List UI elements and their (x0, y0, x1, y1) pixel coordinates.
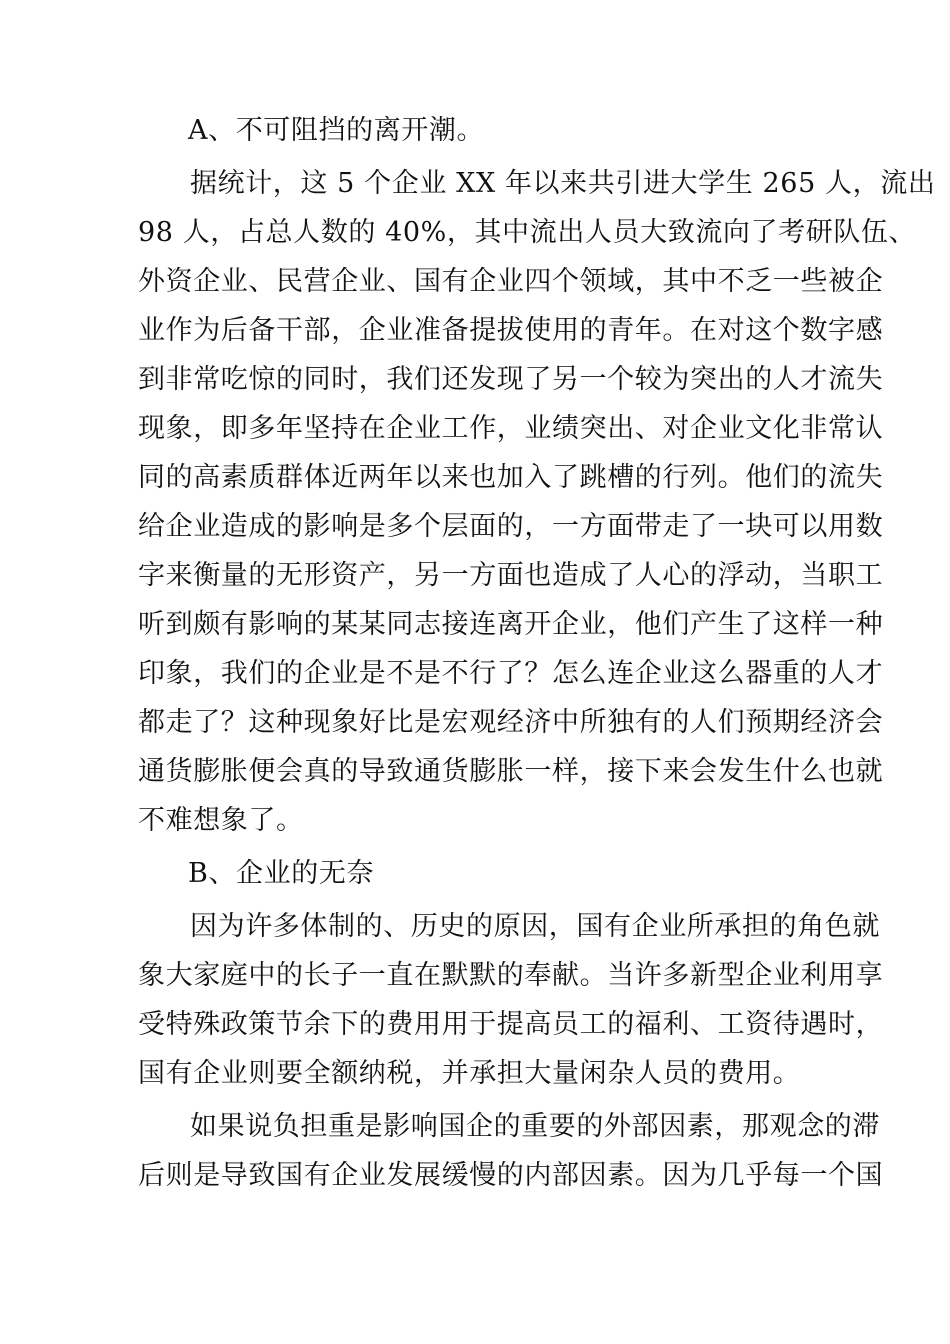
paragraph-1-line-5: 到非常吃惊的同时，我们还发现了另一个较为突出的人才流失 (138, 364, 884, 395)
paragraph-1-line-6: 现象，即多年坚持在企业工作，业绩突出、对企业文化非常认 (138, 413, 884, 444)
paragraph-2-line-2: 象大家庭中的长子一直在默默的奉献。当许多新型企业利用享 (138, 960, 884, 991)
paragraph-1-line-7: 同的高素质群体近两年以来也加入了跳槽的行列。他们的流失 (138, 462, 884, 493)
paragraph-1-line-8: 给企业造成的影响是多个层面的，一方面带走了一块可以用数 (138, 511, 884, 542)
paragraph-1-line-3: 外资企业、民营企业、国有企业四个领域，其中不乏一些被企 (138, 266, 884, 297)
paragraph-3-line-2: 后则是导致国有企业发展缓慢的内部因素。因为几乎每一个国 (138, 1160, 884, 1191)
paragraph-1-line-11: 印象，我们的企业是不是不行了？怎么连企业这么器重的人才 (138, 658, 884, 689)
paragraph-1-line-10: 听到颇有影响的某某同志接连离开企业，他们产生了这样一种 (138, 609, 884, 640)
paragraph-2-line-1: 因为许多体制的、历史的原因，国有企业所承担的角色就 (190, 911, 880, 942)
section-heading-b: B、企业的无奈 (188, 858, 375, 889)
paragraph-2-line-4: 国有企业则要全额纳税，并承担大量闲杂人员的费用。 (138, 1058, 801, 1089)
paragraph-2-line-3: 受特殊政策节余下的费用用于提高员工的福利、工资待遇时， (138, 1009, 884, 1040)
paragraph-1-line-12: 都走了？这种现象好比是宏观经济中所独有的人们预期经济会 (138, 707, 884, 738)
paragraph-3-line-1: 如果说负担重是影响国企的重要的外部因素，那观念的滞 (190, 1111, 880, 1142)
paragraph-1-line-1: 据统计，这 5 个企业 XX 年以来共引进大学生 265 人，流出 (190, 168, 936, 199)
paragraph-1-line-9: 字来衡量的无形资产，另一方面也造成了人心的浮动，当职工 (138, 560, 884, 591)
paragraph-1-line-13: 通货膨胀便会真的导致通货膨胀一样，接下来会发生什么也就 (138, 756, 884, 787)
paragraph-1-line-4: 业作为后备干部，企业准备提拔使用的青年。在对这个数字感 (138, 315, 884, 346)
paragraph-1-line-2: 98 人，占总人数的 40%，其中流出人员大致流向了考研队伍、 (138, 217, 917, 248)
section-heading-a: A、不可阻挡的离开潮。 (188, 115, 485, 146)
paragraph-1-line-14: 不难想象了。 (138, 805, 304, 836)
